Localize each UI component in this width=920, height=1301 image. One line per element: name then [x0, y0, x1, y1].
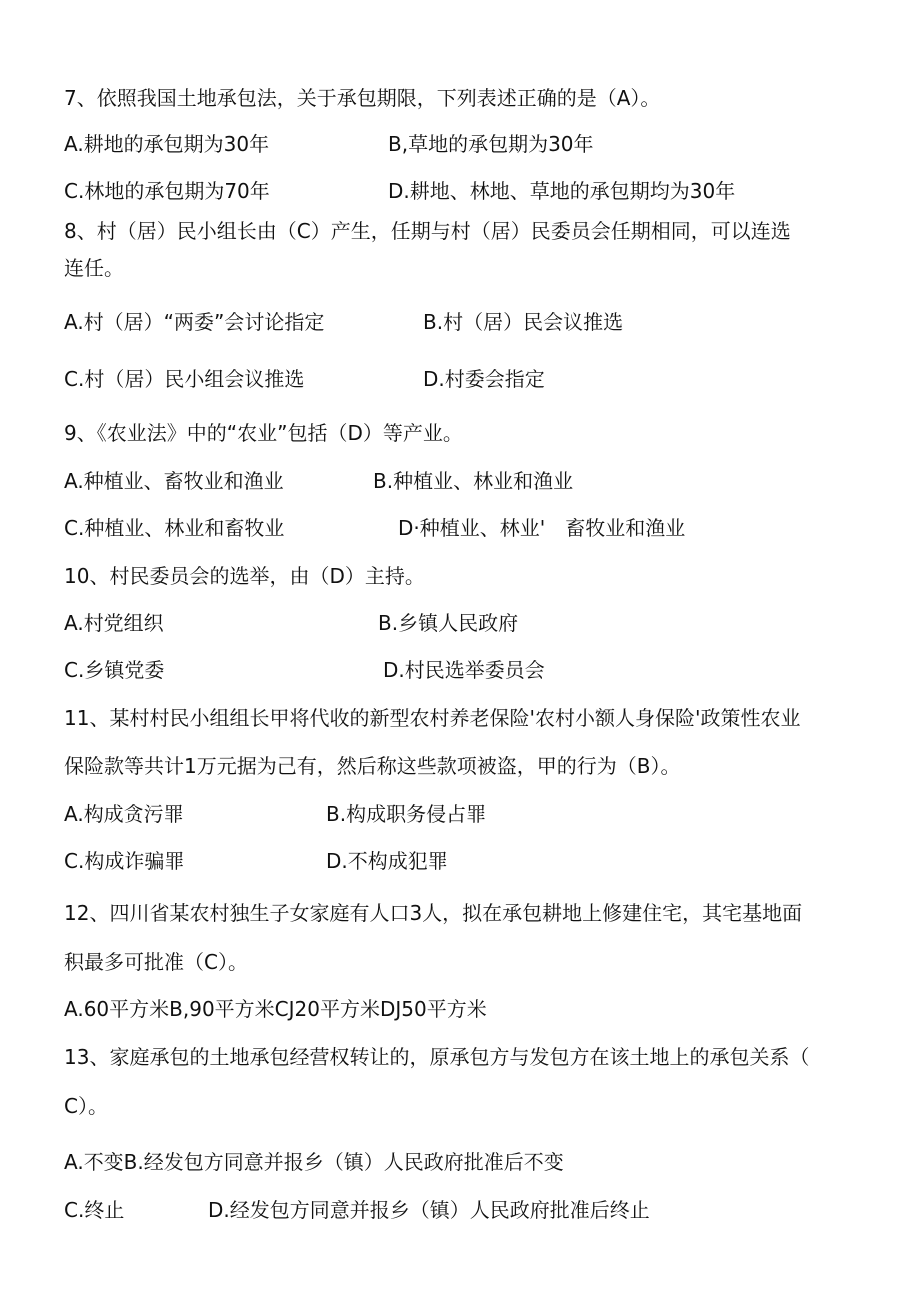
question-13-stem-cont: C）。 — [64, 1094, 108, 1118]
question-8-stem-cont: 连任。 — [64, 256, 124, 280]
question-12-stem-cont: 积最多可批准（C）。 — [64, 950, 248, 974]
question-8-stem: 8、村（居）民小组长由（C）产生，任期与村（居）民委员会任期相同，可以连选 — [64, 219, 791, 243]
question-9-option-c: C.种植业、林业和畜牧业 — [64, 516, 285, 540]
question-12-options: A.60平方米B,90平方米CJ20平方米DJ50平方米 — [64, 997, 487, 1021]
question-8-option-c: C.村（居）民小组会议推选 — [64, 367, 305, 391]
question-7-option-a: A.耕地的承包期为30年 — [64, 132, 270, 156]
question-9-option-d: D·种植业、林业' 畜牧业和渔业 — [398, 516, 686, 540]
question-13-option-a-b: A.不变B.经发包方同意并报乡（镇）人民政府批准后不变 — [64, 1150, 564, 1174]
question-11-option-c: C.构成诈骗罪 — [64, 849, 185, 873]
question-10-option-a: A.村党组织 — [64, 611, 164, 635]
question-8-option-d: D.村委会指定 — [423, 367, 545, 391]
question-11-option-b: B.构成职务侵占罪 — [326, 802, 487, 826]
question-12-stem: 12、四川省某农村独生子女家庭有人口3人，拟在承包耕地上修建住宅，其宅基地面 — [64, 901, 803, 925]
question-10-option-c: C.乡镇党委 — [64, 658, 165, 682]
question-7-stem: 7、依照我国土地承包法，关于承包期限，下列表述正确的是（A）。 — [64, 86, 661, 110]
question-7-option-b: B,草地的承包期为30年 — [388, 132, 594, 156]
question-11-option-a: A.构成贪污罪 — [64, 802, 184, 826]
question-9-stem: 9、《农业法》中的“农业”包括（D）等产业。 — [64, 421, 463, 445]
question-10-stem: 10、村民委员会的选举，由（D）主持。 — [64, 564, 425, 588]
question-11-stem-cont: 保险款等共计1万元据为己有，然后称这些款项被盗，甲的行为（B）。 — [64, 754, 681, 778]
question-10-option-b: B.乡镇人民政府 — [378, 611, 519, 635]
question-7-option-c: C.林地的承包期为70年 — [64, 179, 270, 203]
question-13-option-c: C.终止 — [64, 1198, 125, 1222]
question-8-option-a: A.村（居）“两委”会讨论指定 — [64, 310, 325, 334]
question-13-stem: 13、家庭承包的土地承包经营权转让的，原承包方与发包方在该土地上的承包关系（ — [64, 1045, 810, 1069]
question-9-option-b: B.种植业、林业和渔业 — [373, 469, 574, 493]
question-11-option-d: D.不构成犯罪 — [326, 849, 448, 873]
question-9-option-a: A.种植业、畜牧业和渔业 — [64, 469, 284, 493]
question-11-stem: 11、某村村民小组组长甲将代收的新型农村养老保险'农村小额人身保险'政策性农业 — [64, 706, 801, 730]
question-8-option-b: B.村（居）民会议推选 — [423, 310, 624, 334]
question-10-option-d: D.村民选举委员会 — [383, 658, 545, 682]
question-13-option-d: D.经发包方同意并报乡（镇）人民政府批准后终止 — [208, 1198, 650, 1222]
question-7-option-d: D.耕地、林地、草地的承包期均为30年 — [388, 179, 736, 203]
